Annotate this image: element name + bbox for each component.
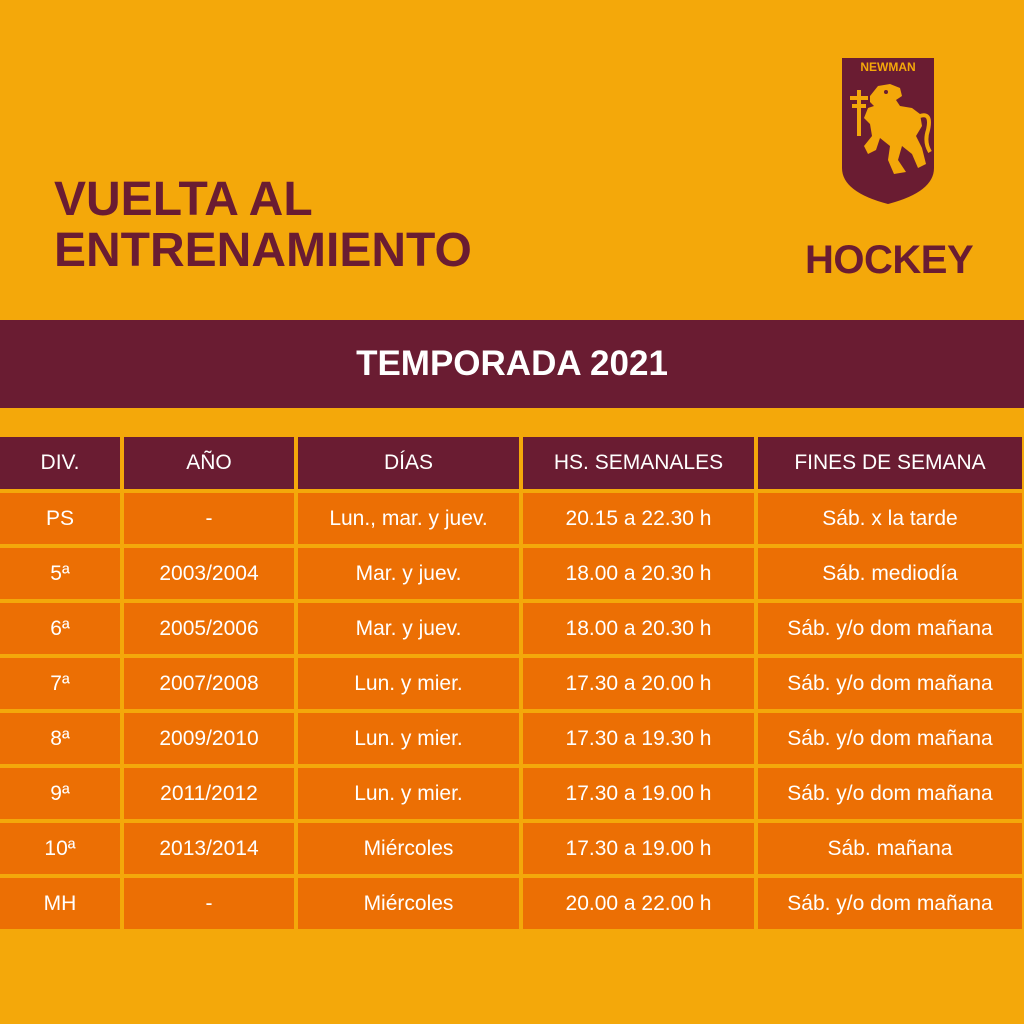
cell-div: 9ª (0, 768, 120, 819)
cell-weekends: Sáb. y/o dom mañana (758, 658, 1022, 709)
cell-div: PS (0, 493, 120, 544)
cell-hours: 17.30 a 20.00 h (523, 658, 754, 709)
cell-hours: 18.00 a 20.30 h (523, 603, 754, 654)
cell-days: Mar. y juev. (298, 548, 519, 599)
training-schedule-table (0, 433, 1024, 933)
cell-days: Lun. y mier. (298, 658, 519, 709)
cell-weekends: Sáb. x la tarde (758, 493, 1022, 544)
cell-year: - (124, 878, 294, 929)
cell-days: Miércoles (298, 878, 519, 929)
table-row (0, 603, 1022, 654)
header-hours: HS. SEMANALES (523, 437, 754, 489)
headline-line-2: ENTRENAMIENTO (54, 224, 472, 277)
cell-days: Miércoles (298, 823, 519, 874)
table-row (0, 878, 1022, 929)
cell-div: 8ª (0, 713, 120, 764)
cell-year: 2007/2008 (124, 658, 294, 709)
crest-text: NEWMAN (860, 60, 916, 74)
cell-weekends: Sáb. mañana (758, 823, 1022, 874)
cell-hours: 18.00 a 20.30 h (523, 548, 754, 599)
cell-hours: 17.30 a 19.00 h (523, 768, 754, 819)
cell-days: Lun. y mier. (298, 768, 519, 819)
header-div: DIV. (0, 437, 120, 489)
header-year: AÑO (124, 437, 294, 489)
table-row (0, 493, 1022, 544)
cell-div: 10ª (0, 823, 120, 874)
cell-weekends: Sáb. y/o dom mañana (758, 878, 1022, 929)
season-title: TEMPORADA 2021 (356, 344, 668, 383)
cell-year: 2005/2006 (124, 603, 294, 654)
cell-div: 5ª (0, 548, 120, 599)
cell-weekends: Sáb. y/o dom mañana (758, 713, 1022, 764)
cell-weekends: Sáb. mediodía (758, 548, 1022, 599)
cell-hours: 17.30 a 19.30 h (523, 713, 754, 764)
header-weekends: FINES DE SEMANA (758, 437, 1022, 489)
table-row (0, 658, 1022, 709)
cell-days: Lun. y mier. (298, 713, 519, 764)
headline-line-1: VUELTA AL (54, 173, 313, 226)
cell-year: 2009/2010 (124, 713, 294, 764)
cell-div: 6ª (0, 603, 120, 654)
cell-hours: 17.30 a 19.00 h (523, 823, 754, 874)
newman-crest-logo (840, 56, 936, 206)
cell-hours: 20.00 a 22.00 h (523, 878, 754, 929)
cell-div: MH (0, 878, 120, 929)
cell-days: Mar. y juev. (298, 603, 519, 654)
cell-weekends: Sáb. y/o dom mañana (758, 603, 1022, 654)
cell-div: 7ª (0, 658, 120, 709)
cell-year: 2013/2014 (124, 823, 294, 874)
table-row (0, 713, 1022, 764)
cell-weekends: Sáb. y/o dom mañana (758, 768, 1022, 819)
table-row (0, 768, 1022, 819)
cell-hours: 20.15 a 22.30 h (523, 493, 754, 544)
cell-year: 2003/2004 (124, 548, 294, 599)
season-banner (0, 320, 1024, 408)
table-header-row (0, 437, 1022, 489)
table-row (0, 823, 1022, 874)
header-days: DÍAS (298, 437, 519, 489)
cell-days: Lun., mar. y juev. (298, 493, 519, 544)
cell-year: - (124, 493, 294, 544)
sport-label: HOCKEY (805, 238, 974, 282)
cell-year: 2011/2012 (124, 768, 294, 819)
headline (54, 174, 472, 276)
table-row (0, 548, 1022, 599)
